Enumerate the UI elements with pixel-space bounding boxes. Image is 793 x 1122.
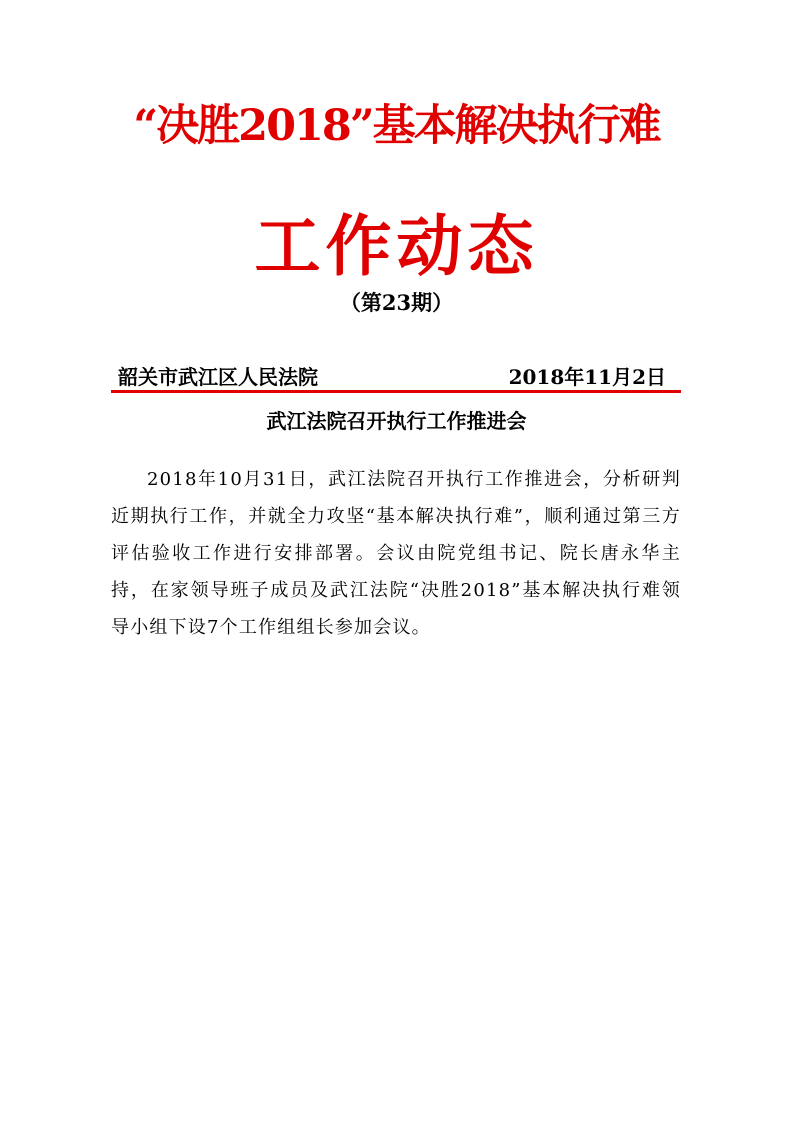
red-divider-line <box>111 390 681 393</box>
article-title: 武江法院召开执行工作推进会 <box>266 409 527 433</box>
headline-line-2: 工作动态 <box>254 207 539 285</box>
issue-number: （第23期） <box>339 290 454 315</box>
issuing-organization: 韶关市武江区人民法院 <box>118 365 318 389</box>
article-body: 2018年10月31日，武江法院召开执行工作推进会，分析研判近期执行工作，并就全力攻坚“基本解决执行难”，顺利通过第三方评估验收工作进行安排部署。会议由院党组书记、院长唐永华主持，在家领导班子成员及武江法院“决胜2018”基本解决执行难领导小组下设7个工作组组长参加会议。 <box>111 469 681 638</box>
meta-row <box>118 362 666 392</box>
issue-date: 2018年11月2日 <box>508 365 666 389</box>
headline-line-1: “决胜2018”基本解决执行难 <box>133 101 660 151</box>
